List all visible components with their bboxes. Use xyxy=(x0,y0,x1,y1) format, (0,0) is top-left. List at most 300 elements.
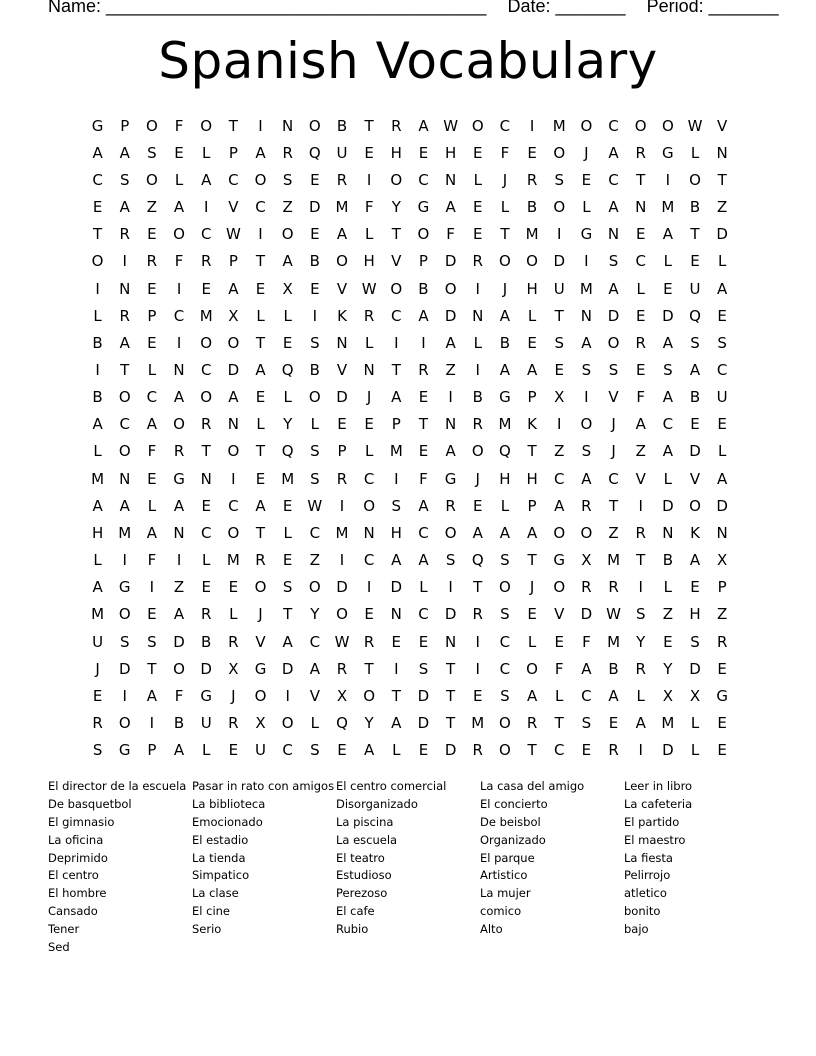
grid-letter[interactable]: A xyxy=(418,306,429,325)
grid-letter[interactable]: M xyxy=(91,605,105,624)
grid-letter[interactable]: E xyxy=(608,714,619,733)
grid-letter[interactable]: T xyxy=(255,252,266,271)
grid-letter[interactable]: T xyxy=(201,442,211,461)
grid-letter[interactable]: S xyxy=(663,360,673,379)
grid-letter[interactable]: Z xyxy=(662,605,673,624)
grid-letter[interactable]: R xyxy=(255,551,266,570)
grid-letter[interactable]: A xyxy=(418,551,429,570)
grid-letter[interactable]: A xyxy=(581,469,592,488)
grid-letter[interactable]: A xyxy=(391,551,402,570)
grid-letter[interactable]: I xyxy=(203,198,209,217)
grid-letter[interactable]: E xyxy=(473,198,483,217)
grid-letter[interactable]: R xyxy=(228,714,239,733)
grid-letter[interactable]: T xyxy=(527,442,537,461)
grid-letter[interactable]: C xyxy=(200,360,212,379)
grid-letter[interactable]: C xyxy=(282,741,293,760)
grid-letter[interactable]: L xyxy=(392,741,401,760)
grid-letter[interactable]: C xyxy=(499,116,511,135)
grid-letter[interactable]: S xyxy=(310,469,320,488)
grid-letter[interactable]: T xyxy=(364,116,374,135)
grid-letter[interactable]: E xyxy=(663,279,673,298)
grid-letter[interactable]: N xyxy=(363,523,375,542)
grid-letter[interactable]: R xyxy=(472,252,483,271)
grid-letter[interactable]: X xyxy=(282,279,293,298)
grid-letter[interactable]: E xyxy=(255,388,266,407)
grid-letter[interactable]: M xyxy=(335,523,349,542)
grid-letter[interactable]: O xyxy=(607,333,620,352)
grid-letter[interactable]: Y xyxy=(636,632,646,651)
grid-letter[interactable]: R xyxy=(391,116,402,135)
grid-letter[interactable]: B xyxy=(662,551,673,570)
grid-letter[interactable]: H xyxy=(390,523,402,542)
grid-letter[interactable]: G xyxy=(118,578,131,597)
grid-letter[interactable]: B xyxy=(201,632,212,651)
grid-letter[interactable]: A xyxy=(526,686,538,705)
grid-letter[interactable]: S xyxy=(581,442,592,461)
grid-letter[interactable]: A xyxy=(554,496,565,515)
grid-letter[interactable]: A xyxy=(119,143,130,162)
grid-letter[interactable]: R xyxy=(445,496,456,515)
grid-letter[interactable]: I xyxy=(95,279,100,298)
grid-letter[interactable]: M xyxy=(281,469,295,488)
grid-letter[interactable]: P xyxy=(391,415,401,434)
grid-letter[interactable]: R xyxy=(119,225,130,244)
grid-letter[interactable]: S xyxy=(500,686,510,705)
grid-letter[interactable]: T xyxy=(391,686,401,705)
grid-letter[interactable]: A xyxy=(526,360,538,379)
grid-letter[interactable]: E xyxy=(255,469,266,488)
grid-letter[interactable]: C xyxy=(200,225,212,244)
grid-letter[interactable]: X xyxy=(228,659,239,678)
grid-letter[interactable]: D xyxy=(444,741,457,760)
grid-letter[interactable]: V xyxy=(689,469,701,488)
grid-letter[interactable]: N xyxy=(119,279,131,298)
grid-letter[interactable]: Q xyxy=(499,442,511,461)
grid-letter[interactable]: C xyxy=(418,605,429,624)
grid-letter[interactable]: O xyxy=(390,279,403,298)
grid-letter[interactable]: R xyxy=(200,415,212,434)
grid-letter[interactable]: H xyxy=(363,252,375,271)
grid-letter[interactable]: C xyxy=(418,170,429,189)
grid-letter[interactable]: B xyxy=(526,198,538,217)
grid-letter[interactable]: G xyxy=(499,388,511,407)
grid-letter[interactable]: L xyxy=(310,714,319,733)
grid-letter[interactable]: P xyxy=(228,252,238,271)
grid-letter[interactable]: O xyxy=(145,170,158,189)
grid-letter[interactable]: H xyxy=(390,143,402,162)
grid-letter[interactable]: E xyxy=(282,333,293,352)
grid-letter[interactable]: Z xyxy=(146,198,158,217)
grid-letter[interactable]: L xyxy=(663,578,673,597)
grid-letter[interactable]: S xyxy=(608,360,619,379)
grid-letter[interactable]: F xyxy=(419,469,428,488)
grid-letter[interactable]: W xyxy=(687,116,703,135)
grid-letter[interactable]: W xyxy=(225,225,241,244)
grid-letter[interactable]: Y xyxy=(283,415,293,434)
grid-letter[interactable]: T xyxy=(554,714,564,733)
grid-letter[interactable]: F xyxy=(147,551,157,570)
grid-letter[interactable]: T xyxy=(92,225,103,244)
grid-letter[interactable]: F xyxy=(147,442,157,461)
grid-letter[interactable]: A xyxy=(499,360,511,379)
grid-letter[interactable]: K xyxy=(337,306,347,325)
name-field[interactable]: Name: ______________________________________ xyxy=(48,0,487,16)
grid-letter[interactable]: O xyxy=(336,252,348,271)
grid-letter[interactable]: V xyxy=(391,252,402,271)
grid-letter[interactable]: G xyxy=(91,116,104,135)
grid-letter[interactable]: X xyxy=(717,551,728,570)
grid-letter[interactable]: E xyxy=(228,741,239,760)
grid-letter[interactable]: E xyxy=(310,170,320,189)
grid-letter[interactable]: A xyxy=(608,686,619,705)
grid-letter[interactable]: J xyxy=(611,442,616,461)
grid-letter[interactable]: S xyxy=(690,632,700,651)
grid-letter[interactable]: D xyxy=(336,578,348,597)
grid-letter[interactable]: O xyxy=(118,388,131,407)
grid-letter[interactable]: B xyxy=(173,714,185,733)
grid-letter[interactable]: G xyxy=(118,741,131,760)
grid-letter[interactable]: L xyxy=(473,333,482,352)
grid-letter[interactable]: O xyxy=(281,714,294,733)
grid-letter[interactable]: I xyxy=(258,116,263,135)
grid-letter[interactable]: L xyxy=(174,170,184,189)
grid-letter[interactable]: Z xyxy=(717,198,728,217)
grid-letter[interactable]: D xyxy=(444,252,457,271)
grid-letter[interactable]: E xyxy=(635,306,646,325)
grid-letter[interactable]: D xyxy=(580,605,593,624)
grid-letter[interactable]: V xyxy=(608,388,619,407)
grid-letter[interactable]: P xyxy=(147,306,157,325)
grid-letter[interactable]: E xyxy=(635,360,646,379)
grid-letter[interactable]: R xyxy=(200,605,212,624)
grid-letter[interactable]: Z xyxy=(309,551,320,570)
grid-letter[interactable]: S xyxy=(418,659,429,678)
grid-letter[interactable]: L xyxy=(256,415,265,434)
grid-letter[interactable]: E xyxy=(473,686,483,705)
grid-letter[interactable]: L xyxy=(500,496,510,515)
grid-letter[interactable]: E xyxy=(418,388,429,407)
grid-letter[interactable]: A xyxy=(391,714,402,733)
grid-letter[interactable]: N xyxy=(363,360,375,379)
grid-letter[interactable]: U xyxy=(255,741,266,760)
grid-letter[interactable]: A xyxy=(92,496,103,515)
grid-letter[interactable]: G xyxy=(254,659,267,678)
grid-letter[interactable]: A xyxy=(526,523,538,542)
grid-letter[interactable]: I xyxy=(122,686,127,705)
grid-letter[interactable]: L xyxy=(527,632,537,651)
grid-letter[interactable]: R xyxy=(418,360,429,379)
grid-letter[interactable]: G xyxy=(716,686,728,705)
grid-letter[interactable]: O xyxy=(499,252,511,271)
grid-letter[interactable]: O xyxy=(499,578,511,597)
grid-letter[interactable]: D xyxy=(662,741,674,760)
grid-letter[interactable]: G xyxy=(417,198,430,217)
grid-letter[interactable]: O xyxy=(200,116,213,135)
grid-letter[interactable]: J xyxy=(95,659,100,678)
grid-letter[interactable]: H xyxy=(526,469,538,488)
grid-letter[interactable]: E xyxy=(310,279,320,298)
grid-letter[interactable]: Q xyxy=(471,551,484,570)
grid-letter[interactable]: D xyxy=(444,605,457,624)
grid-letter[interactable]: M xyxy=(199,306,213,325)
grid-letter[interactable]: Z xyxy=(554,442,565,461)
grid-letter[interactable]: I xyxy=(475,279,480,298)
grid-letter[interactable]: E xyxy=(92,198,103,217)
grid-letter[interactable]: L xyxy=(364,442,374,461)
grid-letter[interactable]: A xyxy=(608,279,619,298)
grid-letter[interactable]: E xyxy=(635,225,646,244)
grid-letter[interactable]: T xyxy=(364,659,374,678)
grid-letter[interactable]: T xyxy=(473,578,483,597)
grid-letter[interactable]: W xyxy=(443,116,459,135)
grid-letter[interactable]: O xyxy=(471,116,484,135)
grid-letter[interactable]: N xyxy=(607,225,620,244)
grid-letter[interactable]: L xyxy=(202,143,211,162)
grid-letter[interactable]: C xyxy=(635,252,646,271)
grid-letter[interactable]: Z xyxy=(445,360,456,379)
grid-letter[interactable]: G xyxy=(553,551,566,570)
grid-letter[interactable]: I xyxy=(665,170,671,189)
grid-letter[interactable]: Z xyxy=(717,605,728,624)
grid-letter[interactable]: S xyxy=(282,170,293,189)
grid-letter[interactable]: T xyxy=(690,225,700,244)
grid-letter[interactable]: S xyxy=(391,496,402,515)
grid-letter[interactable]: B xyxy=(336,116,348,135)
grid-letter[interactable]: E xyxy=(364,415,374,434)
grid-letter[interactable]: W xyxy=(606,605,621,624)
grid-letter[interactable]: B xyxy=(472,388,483,407)
grid-letter[interactable]: V xyxy=(309,686,320,705)
grid-letter[interactable]: A xyxy=(717,469,728,488)
grid-letter[interactable]: V xyxy=(635,469,646,488)
grid-letter[interactable]: M xyxy=(118,523,132,542)
grid-letter[interactable]: B xyxy=(309,252,320,271)
grid-letter[interactable]: O xyxy=(227,442,240,461)
grid-letter[interactable]: K xyxy=(527,415,537,434)
grid-letter[interactable]: U xyxy=(716,388,728,407)
grid-letter[interactable]: R xyxy=(200,252,212,271)
grid-letter[interactable]: D xyxy=(227,360,240,379)
grid-letter[interactable]: G xyxy=(580,225,593,244)
grid-letter[interactable]: N xyxy=(390,605,402,624)
grid-letter[interactable]: T xyxy=(446,659,456,678)
grid-letter[interactable]: N xyxy=(200,469,212,488)
grid-letter[interactable]: E xyxy=(418,632,429,651)
grid-letter[interactable]: O xyxy=(444,279,457,298)
grid-letter[interactable]: O xyxy=(580,523,593,542)
grid-letter[interactable]: J xyxy=(366,388,372,407)
grid-letter[interactable]: E xyxy=(174,143,184,162)
grid-letter[interactable]: D xyxy=(118,659,131,678)
grid-letter[interactable]: O xyxy=(173,659,185,678)
grid-letter[interactable]: A xyxy=(119,198,130,217)
grid-letter[interactable]: O xyxy=(200,333,213,352)
grid-letter[interactable]: E xyxy=(473,143,483,162)
grid-letter[interactable]: A xyxy=(336,225,348,244)
period-field[interactable]: Period: _______ xyxy=(646,0,779,16)
grid-letter[interactable]: R xyxy=(526,170,538,189)
grid-letter[interactable]: E xyxy=(418,741,429,760)
grid-letter[interactable]: D xyxy=(607,306,620,325)
grid-letter[interactable]: R xyxy=(608,741,619,760)
grid-letter[interactable]: A xyxy=(282,632,293,651)
grid-letter[interactable]: H xyxy=(526,279,538,298)
grid-letter[interactable]: T xyxy=(228,116,238,135)
grid-letter[interactable]: C xyxy=(309,632,321,651)
grid-letter[interactable]: V xyxy=(554,605,565,624)
grid-letter[interactable]: A xyxy=(228,388,239,407)
grid-letter[interactable]: O xyxy=(227,333,240,352)
grid-letter[interactable]: L xyxy=(690,741,700,760)
grid-letter[interactable]: T xyxy=(636,551,646,570)
grid-letter[interactable]: R xyxy=(472,605,483,624)
grid-letter[interactable]: L xyxy=(527,306,537,325)
grid-letter[interactable]: A xyxy=(581,333,592,352)
grid-letter[interactable]: A xyxy=(255,360,266,379)
grid-letter[interactable]: E xyxy=(201,578,211,597)
grid-letter[interactable]: L xyxy=(364,333,374,352)
grid-letter[interactable]: T xyxy=(608,496,619,515)
date-field[interactable]: Date: _______ xyxy=(507,0,626,16)
grid-letter[interactable]: O xyxy=(200,388,213,407)
grid-letter[interactable]: I xyxy=(366,578,372,597)
grid-letter[interactable]: L xyxy=(202,551,211,570)
grid-letter[interactable]: N xyxy=(173,523,185,542)
grid-letter[interactable]: V xyxy=(228,198,239,217)
grid-letter[interactable]: G xyxy=(173,469,185,488)
grid-letter[interactable]: A xyxy=(309,659,320,678)
grid-letter[interactable]: P xyxy=(527,388,537,407)
grid-letter[interactable]: S xyxy=(690,333,700,352)
grid-letter[interactable]: E xyxy=(554,632,564,651)
grid-letter[interactable]: E xyxy=(717,415,727,434)
grid-letter[interactable]: B xyxy=(309,360,320,379)
grid-letter[interactable]: A xyxy=(173,388,185,407)
grid-letter[interactable]: O xyxy=(689,170,701,189)
grid-letter[interactable]: R xyxy=(146,252,158,271)
grid-letter[interactable]: O xyxy=(254,170,267,189)
grid-letter[interactable]: I xyxy=(448,388,453,407)
grid-letter[interactable]: O xyxy=(580,116,593,135)
grid-letter[interactable]: L xyxy=(663,252,673,271)
grid-letter[interactable]: R xyxy=(336,659,348,678)
grid-letter[interactable]: Y xyxy=(310,605,320,624)
grid-letter[interactable]: I xyxy=(231,469,236,488)
grid-letter[interactable]: I xyxy=(95,360,100,379)
grid-letter[interactable]: L xyxy=(310,415,319,434)
grid-letter[interactable]: S xyxy=(581,360,592,379)
grid-letter[interactable]: X xyxy=(689,686,701,705)
grid-letter[interactable]: L xyxy=(717,442,727,461)
grid-letter[interactable]: R xyxy=(363,632,375,651)
grid-letter[interactable]: C xyxy=(173,306,185,325)
grid-letter[interactable]: O xyxy=(254,578,267,597)
grid-letter[interactable]: L xyxy=(636,279,645,298)
grid-letter[interactable]: A xyxy=(146,686,158,705)
grid-letter[interactable]: L xyxy=(283,388,292,407)
grid-letter[interactable]: R xyxy=(635,333,646,352)
grid-letter[interactable]: J xyxy=(584,143,589,162)
grid-letter[interactable]: E xyxy=(310,225,320,244)
grid-letter[interactable]: A xyxy=(92,578,103,597)
grid-letter[interactable]: R xyxy=(635,143,646,162)
grid-letter[interactable]: T xyxy=(283,605,293,624)
grid-letter[interactable]: S xyxy=(635,605,646,624)
grid-letter[interactable]: Z xyxy=(635,442,646,461)
grid-letter[interactable]: A xyxy=(635,714,646,733)
grid-letter[interactable]: F xyxy=(500,143,510,162)
grid-letter[interactable]: V xyxy=(255,632,266,651)
grid-letter[interactable]: B xyxy=(92,388,103,407)
grid-letter[interactable]: F xyxy=(174,252,184,271)
grid-letter[interactable]: R xyxy=(336,469,348,488)
grid-letter[interactable]: A xyxy=(119,333,130,352)
grid-letter[interactable]: E xyxy=(418,442,429,461)
grid-letter[interactable]: S xyxy=(282,578,293,597)
grid-letter[interactable]: O xyxy=(390,170,403,189)
grid-letter[interactable]: S xyxy=(119,170,130,189)
grid-letter[interactable]: A xyxy=(119,496,130,515)
grid-letter[interactable]: R xyxy=(716,632,728,651)
grid-letter[interactable]: O xyxy=(499,714,511,733)
grid-letter[interactable]: M xyxy=(471,714,485,733)
grid-letter[interactable]: O xyxy=(417,225,430,244)
grid-letter[interactable]: S xyxy=(310,741,320,760)
grid-letter[interactable]: E xyxy=(147,279,157,298)
grid-letter[interactable]: A xyxy=(364,741,375,760)
grid-letter[interactable]: N xyxy=(444,170,457,189)
grid-letter[interactable]: A xyxy=(418,116,429,135)
grid-letter[interactable]: A xyxy=(689,551,701,570)
grid-letter[interactable]: T xyxy=(446,714,456,733)
grid-letter[interactable]: I xyxy=(176,279,182,298)
grid-letter[interactable]: D xyxy=(390,578,403,597)
grid-letter[interactable]: M xyxy=(525,225,539,244)
grid-letter[interactable]: D xyxy=(662,496,674,515)
grid-letter[interactable]: A xyxy=(418,496,429,515)
grid-letter[interactable]: U xyxy=(553,279,565,298)
grid-letter[interactable]: A xyxy=(391,388,402,407)
grid-letter[interactable]: D xyxy=(173,632,185,651)
grid-letter[interactable]: O xyxy=(281,225,294,244)
grid-letter[interactable]: T xyxy=(554,306,564,325)
grid-letter[interactable]: M xyxy=(552,116,566,135)
grid-letter[interactable]: X xyxy=(581,551,592,570)
grid-letter[interactable]: E xyxy=(147,225,157,244)
grid-letter[interactable]: I xyxy=(529,116,535,135)
grid-letter[interactable]: E xyxy=(255,279,266,298)
grid-letter[interactable]: C xyxy=(146,388,158,407)
grid-letter[interactable]: E xyxy=(201,496,211,515)
grid-letter[interactable]: Y xyxy=(663,659,673,678)
grid-letter[interactable]: I xyxy=(149,578,155,597)
grid-letter[interactable]: A xyxy=(255,143,266,162)
grid-letter[interactable]: A xyxy=(146,415,158,434)
grid-letter[interactable]: D xyxy=(309,198,321,217)
grid-letter[interactable]: I xyxy=(475,659,480,678)
grid-letter[interactable]: J xyxy=(475,469,480,488)
grid-letter[interactable]: J xyxy=(502,279,508,298)
grid-letter[interactable]: S xyxy=(717,333,727,352)
grid-letter[interactable]: R xyxy=(581,578,592,597)
grid-letter[interactable]: F xyxy=(636,388,646,407)
grid-letter[interactable]: I xyxy=(584,252,589,271)
grid-letter[interactable]: N xyxy=(444,632,457,651)
grid-letter[interactable]: E xyxy=(147,333,157,352)
grid-letter[interactable]: A xyxy=(173,605,185,624)
grid-letter[interactable]: Z xyxy=(608,523,619,542)
grid-letter[interactable]: J xyxy=(258,605,263,624)
